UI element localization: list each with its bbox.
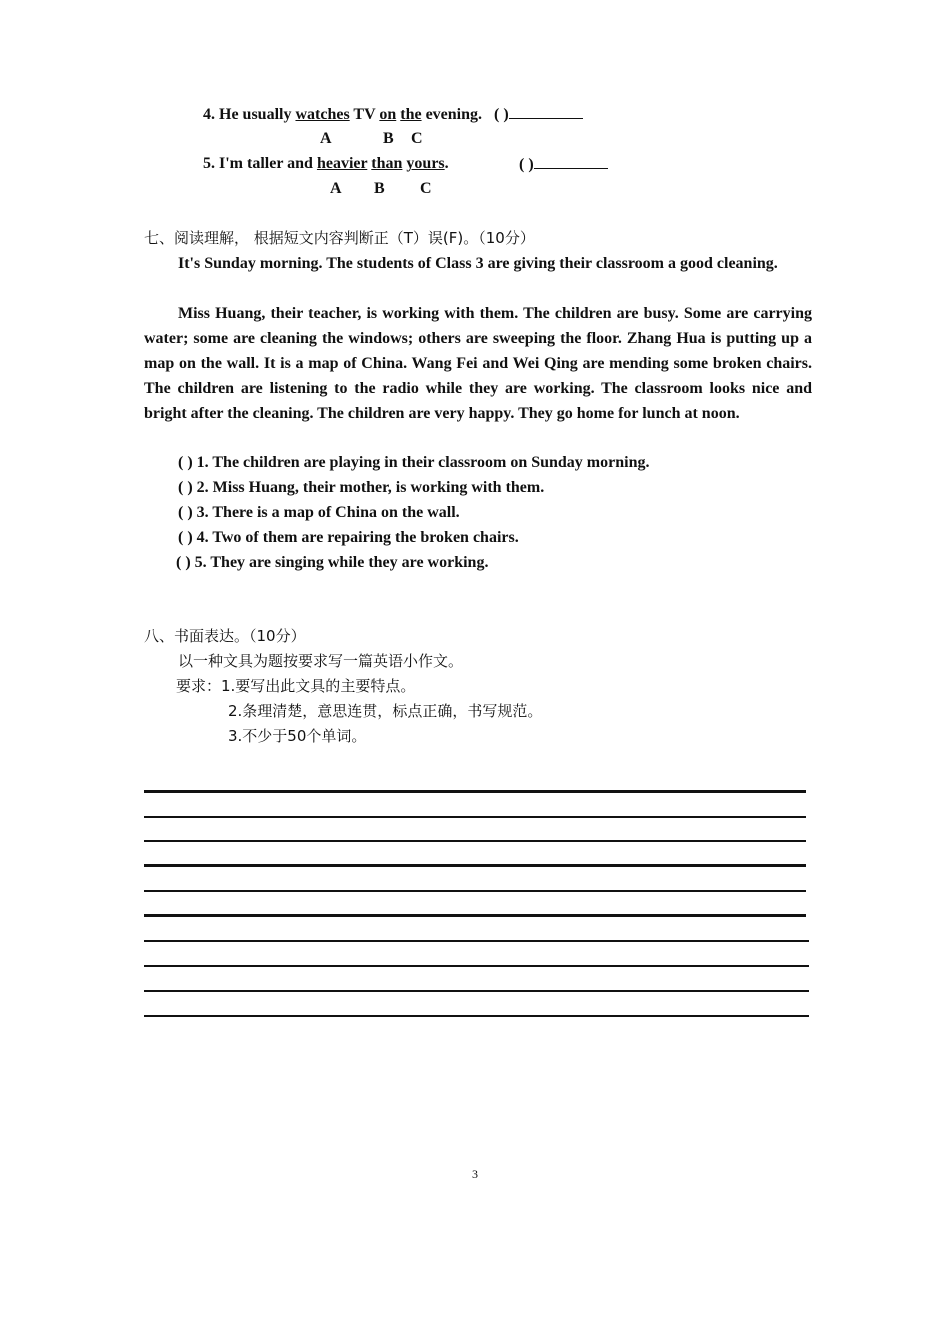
q5-word-a: heavier [316, 155, 368, 172]
writing-line[interactable] [144, 816, 806, 818]
q5-answer-paren[interactable]: ( ) [519, 156, 534, 173]
question-5 [203, 154, 449, 174]
writing-line[interactable] [144, 840, 806, 842]
q4-word-b: on [379, 106, 397, 123]
requirement-3: 3.不少于50个单词。 [228, 727, 367, 745]
section8-heading: 八、书面表达。（10分） [144, 627, 306, 645]
q4-mid: TV [349, 106, 380, 123]
q5-prefix: 5. I'm taller and [203, 155, 317, 172]
q5-suffix: . [444, 155, 449, 172]
q4-answer-paren[interactable]: ( ) [494, 106, 509, 123]
q5-label-b: B [374, 180, 385, 197]
tf-question-3[interactable]: ( ) 3. There is a map of China on the wall. [178, 504, 460, 521]
requirement-1: 要求：1.要写出此文具的主要特点。 [176, 677, 416, 695]
q4-suffix: evening. [421, 106, 483, 123]
q4-label-b: B [383, 130, 394, 147]
q4-prefix: 4. He usually [203, 106, 296, 123]
writing-line[interactable] [144, 790, 806, 793]
writing-line[interactable] [144, 890, 806, 892]
writing-line[interactable] [144, 965, 809, 967]
question-4 [203, 104, 583, 125]
writing-line[interactable] [144, 940, 809, 942]
q5-label-a: A [330, 180, 342, 197]
tf-question-5[interactable]: ( ) 5. They are singing while they are working. [176, 554, 489, 571]
tf-question-2[interactable]: ( ) 2. Miss Huang, their mother, is working with them. [178, 479, 545, 496]
passage-paragraph-2 [144, 301, 812, 426]
q5-answer [519, 154, 608, 175]
tf-question-1[interactable]: ( ) 1. The children are playing in their classroom on Sunday morning. [178, 454, 650, 471]
passage-paragraph-1-text: It's Sunday morning. The students of Class 3 are giving their classroom a good cleaning. [178, 255, 778, 272]
section7-heading: 七、阅读理解， 根据短文内容判断正（T）误(F)。（10分） [144, 229, 535, 247]
q4-label-a: A [320, 130, 332, 147]
q4-correction-blank[interactable] [509, 104, 583, 119]
q5-label-c: C [420, 180, 432, 197]
tf-question-4[interactable]: ( ) 4. Two of them are repairing the broken chairs. [178, 529, 519, 546]
requirement-2: 2.条理清楚，意思连贯，标点正确，书写规范。 [228, 702, 543, 720]
q4-word-a: watches [295, 106, 350, 123]
passage-paragraph-2-text: Miss Huang, their teacher, is working with them. The children are busy. Some are carrying water; some are cleaning the windows; others are sweeping the floor. Zhang Hua is putting up a map on the wall. It is a map of China. Wang Fei and Wei Qing are mending some broken chairs. The children are listening to the radio while they are working. The classroom looks nice and bright after the cleaning. The children are very happy. They go home for lunch at noon. [144, 305, 812, 422]
writing-line[interactable] [144, 914, 806, 917]
writing-line[interactable] [144, 864, 806, 867]
writing-line[interactable] [144, 990, 809, 992]
writing-prompt: 以一种文具为题按要求写一篇英语小作文。 [178, 652, 464, 670]
q4-word-c: the [400, 106, 422, 123]
q5-correction-blank[interactable] [534, 154, 608, 169]
passage-paragraph-1 [144, 251, 812, 276]
q4-label-c: C [411, 130, 423, 147]
writing-line[interactable] [144, 1015, 809, 1017]
q5-word-c: yours [406, 155, 445, 172]
page-number: 3 [472, 1167, 478, 1181]
q5-word-b: than [371, 155, 403, 172]
